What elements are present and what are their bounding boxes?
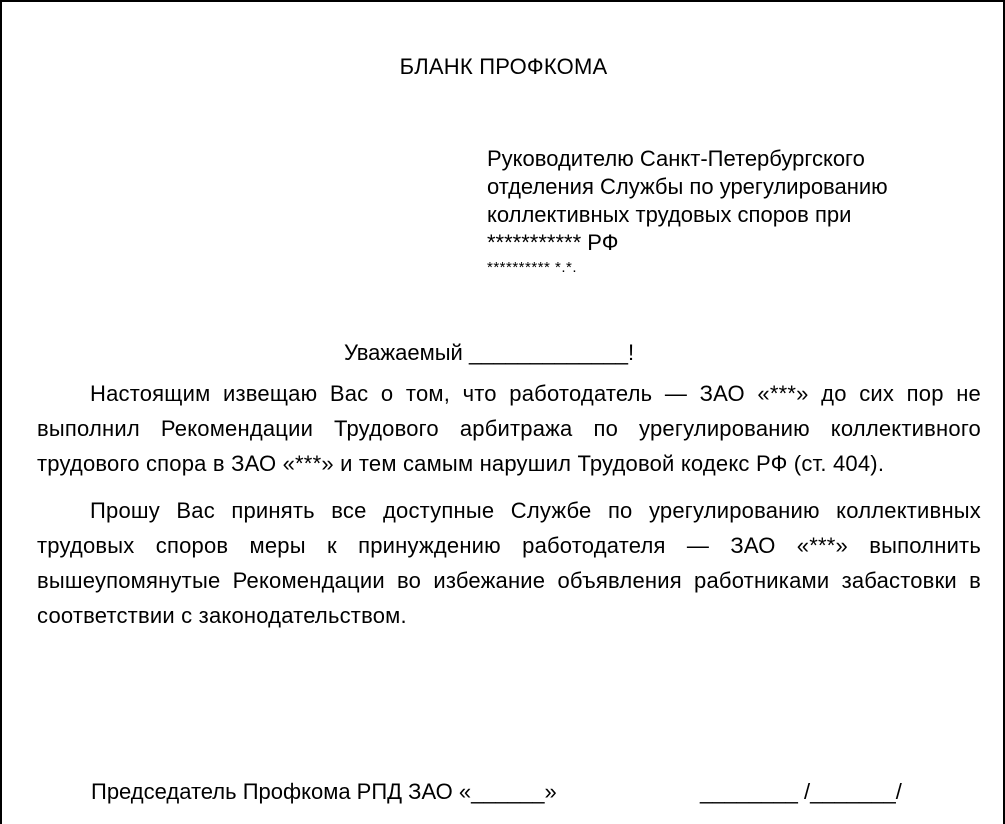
signature-block	[91, 778, 951, 806]
addressee-line: *********** РФ	[487, 230, 619, 255]
addressee-line: коллективных трудовых споров при	[487, 202, 852, 227]
body-paragraph-request: Прошу Вас принять все доступные Службе по урегулированию коллективных трудовых споров меры к принуждению работодателя — ЗАО «***» выполнить вышеупомянутые Рекомендации во избежание объявления работниками забастовки в соответствии с законодательством.	[37, 498, 981, 628]
addressee-line: отделения Службы по урегулированию	[487, 174, 888, 199]
body-paragraph-notice: Настоящим извещаю Вас о том, что работодатель — ЗАО «***» до сих пор не выполнил Рекомендации Трудового арбитража по урегулированию коллективного трудового спора в ЗАО «***» и тем самым нарушил Трудовой кодекс РФ (ст. 404).	[37, 381, 981, 476]
signatory-position: Председатель Профкома РПД ЗАО «______»	[91, 779, 557, 804]
letterhead-title: БЛАНК ПРОФКОМА	[399, 54, 608, 79]
signature-fields: ________ /_______/	[700, 779, 902, 804]
greeting: Уважаемый _____________!	[344, 340, 635, 365]
letter-body	[37, 376, 981, 633]
addressee-block	[487, 145, 987, 279]
addressee-line: Руководителю Санкт-Петербургского	[487, 146, 865, 171]
addressee-name: ********** *.*.	[487, 259, 578, 276]
